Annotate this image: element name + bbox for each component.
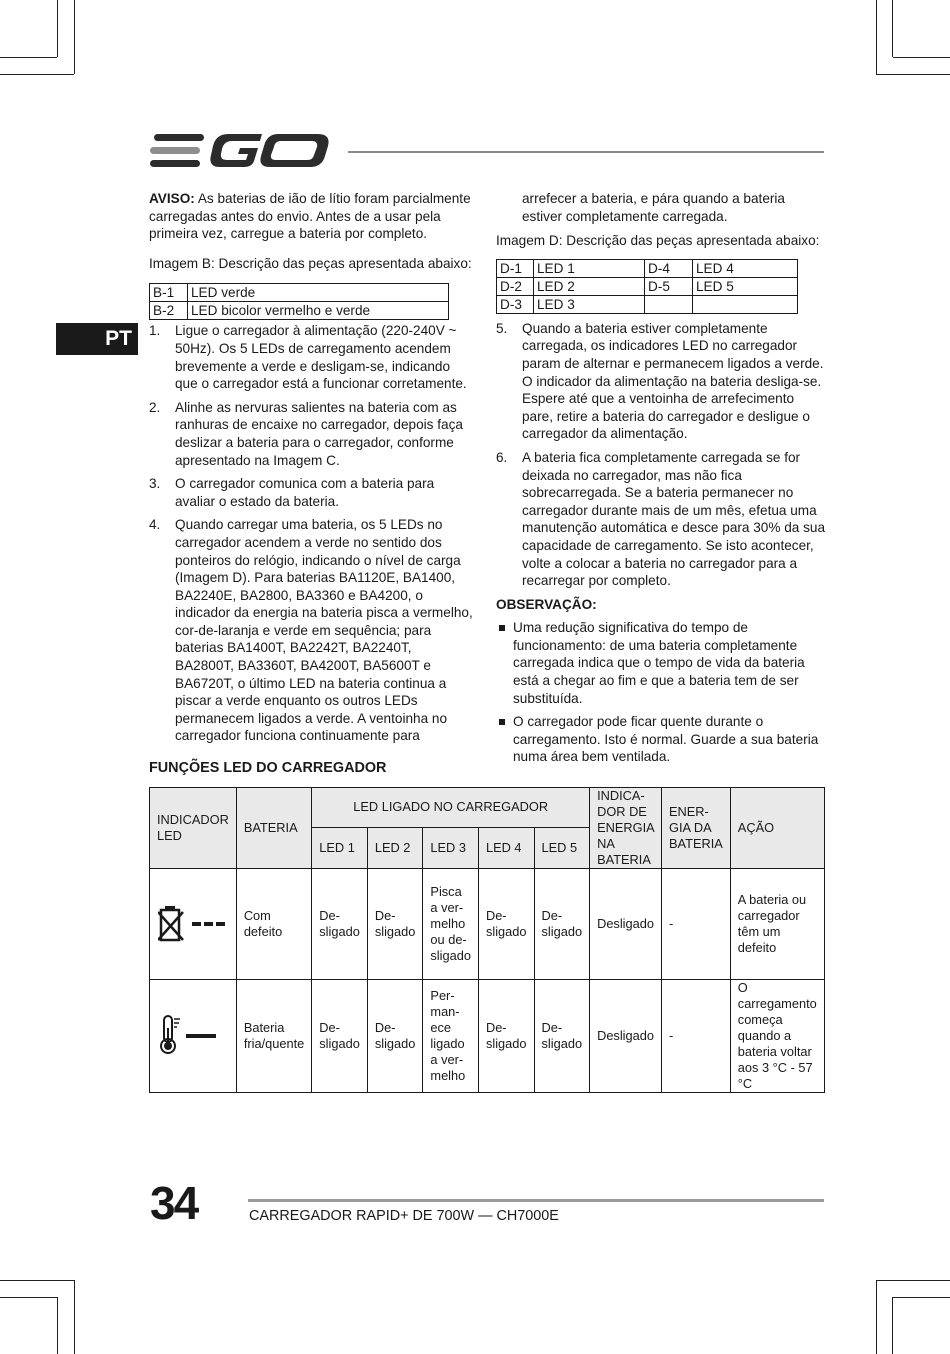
led4-cell: De-sligado [478, 869, 534, 980]
energy-indicator-cell: Desligado [590, 869, 662, 980]
parts-table-d [496, 259, 798, 314]
header-led1: LED 1 [312, 827, 368, 868]
led4-cell: De-sligado [478, 980, 534, 1093]
crop-mark [57, 1297, 58, 1354]
led2-cell: De-sligado [367, 869, 423, 980]
led3-cell: Pisca a ver-melho ou de-sligado [423, 869, 479, 980]
right-column [496, 190, 826, 766]
header-leds-on: LED LIGADO NO CARREGADOR [312, 788, 590, 828]
step-text: Alinhe as nervuras salientes na bateria com as ranhuras de encaixe no carregador, depois faça deslizar a bateria para o carregador, conforme apresentado na Imagem C. [175, 399, 463, 468]
warning-text: As baterias de ião de lítio foram parcialmente carregadas antes do envio. Antes de a usar pela primeira vez, carregue a bateria por completo. [149, 191, 471, 242]
step-number: 4. [149, 517, 161, 533]
crop-mark [876, 74, 950, 75]
notes-list [496, 619, 826, 766]
step-text: A bateria fica completamente carregada se for deixada no carregador, mas não fica sobrecarregada. Se a bateria permanecer no carregador durante mais de um mês, efetua uma manutenção automática e desce para 30% da sua capacidade de carregamento. Se isto acontecer, volte a colocar a bateria no carregador para a recarregar por completo. [522, 449, 826, 589]
step-number: 2. [149, 399, 161, 415]
table-row [150, 980, 825, 1093]
part-code: D-3 [497, 295, 534, 313]
header-led3: LED 3 [423, 827, 479, 868]
header-battery-energy: ENER-GIA DA BATERIA [662, 788, 731, 869]
part-code: D-2 [497, 277, 534, 295]
led1-cell: De-sligado [312, 980, 368, 1093]
step-number: 6. [496, 449, 508, 465]
led2-cell: De-sligado [367, 980, 423, 1093]
crop-mark [57, 0, 58, 57]
steps-list [149, 322, 473, 745]
section-title: FUNÇÕES LED DO CARREGADOR [149, 760, 387, 776]
part-code: B-1 [150, 284, 188, 302]
crop-mark [893, 57, 950, 58]
crop-mark [0, 1280, 74, 1281]
header-energy-indicator: INDICA-DOR DE ENERGIA NA BATERIA [590, 788, 662, 869]
footer-title: CARREGADOR RAPID+ DE 700W — CH7000E [249, 1208, 559, 1224]
list-item [149, 475, 473, 510]
header-battery: BATERIA [236, 788, 311, 869]
header-led5: LED 5 [534, 827, 590, 868]
led5-cell: De-sligado [534, 980, 590, 1093]
part-code [645, 295, 693, 313]
list-item [149, 516, 473, 745]
steps-list [496, 320, 826, 590]
header-indicator: INDICADOR LED [150, 788, 237, 869]
crop-mark [892, 1297, 893, 1354]
part-label: LED 4 [693, 259, 798, 277]
battery-energy-cell: - [662, 869, 731, 980]
indicator-cell [150, 869, 237, 980]
thermometer-icon [158, 1014, 228, 1054]
step-text: Quando carregar uma bateria, os 5 LEDs no carregador acendem a verde no sentido dos ponteiros do relógio, indicando o nível de carga (Imagem D). Para baterias BA1120E, BA1400, BA2240E, BA2800, BA3360 e BA4200, o indicador da energia na bateria pisca a vermelho, cor-de-laranja e verde em sequência; para baterias BA1400T, BA2242T, BA2240T, BA2800T, BA3360T, BA4200T, BA5600T e BA6720T, o último LED na bateria continua a piscar a verde enquanto os outros LEDs permanecem ligados a verde. A ventoinha no carregador funciona continuamente para [175, 517, 473, 744]
crop-mark [893, 1297, 950, 1298]
battery-cell: Bateria fria/quente [236, 980, 311, 1093]
crop-mark [74, 0, 75, 74]
header-rule [348, 151, 824, 153]
part-label: LED bicolor vermelho e verde [188, 302, 449, 320]
continuation-text: arrefecer a bateria, e pára quando a bateria estiver completamente carregada. [522, 191, 785, 224]
led-functions-table [149, 787, 825, 1093]
part-code: D-4 [645, 259, 693, 277]
led3-cell: Per-man-ece ligado a ver-melho [423, 980, 479, 1093]
battery-energy-cell: - [662, 980, 731, 1093]
part-label: LED 2 [534, 277, 645, 295]
table-row [497, 295, 798, 313]
part-label: LED 1 [534, 259, 645, 277]
step-text: O carregador comunica com a bateria para avaliar o estado da bateria. [175, 476, 435, 509]
crop-mark [0, 74, 74, 75]
crop-mark [0, 1297, 57, 1298]
part-code: D-1 [497, 259, 534, 277]
part-label: LED 3 [534, 295, 645, 313]
step-number: 1. [149, 323, 161, 339]
crop-mark [876, 0, 877, 74]
step-text: Quando a bateria estiver completamente carregada, os indicadores LED no carregador param de alternar e permanecem ligados a verde. O indicador da alimentação na bateria desliga-se. Espere até que a ventoinha de arrefecimento pare, retire a bateria do carregador e desligue o carregador da alimentação. [522, 320, 824, 442]
warning-paragraph [149, 190, 473, 243]
list-item [149, 322, 473, 392]
header-led4: LED 4 [478, 827, 534, 868]
footer-rule [248, 1199, 824, 1202]
list-item [496, 449, 826, 590]
warning-label: AVISO: [149, 191, 195, 206]
table-row [497, 259, 798, 277]
indicator-cell [150, 980, 237, 1093]
crop-mark [892, 0, 893, 57]
part-label: LED 5 [693, 277, 798, 295]
left-column [149, 190, 473, 745]
crop-mark [0, 57, 57, 58]
bullet-icon [499, 719, 505, 725]
faulty-battery-icon [158, 902, 228, 942]
parts-table-b [149, 283, 449, 320]
language-tab: PT [56, 323, 138, 355]
note-label: OBSERVAÇÃO: [496, 596, 597, 612]
image-b-caption: Imagem B: Descrição das peças apresentada abaixo: [149, 255, 472, 271]
step-number: 5. [496, 320, 508, 336]
table-row [150, 284, 449, 302]
ego-logo [150, 130, 332, 172]
table-row [150, 869, 825, 980]
list-item [496, 713, 826, 766]
led5-cell: De-sligado [534, 869, 590, 980]
table-header-row [150, 788, 825, 828]
header-led2: LED 2 [367, 827, 423, 868]
note-text: O carregador pode ficar quente durante o carregamento. Isto é normal. Guarde a sua bateria numa área bem ventilada. [513, 714, 819, 765]
crop-mark [876, 1280, 877, 1354]
bullet-icon [499, 625, 505, 631]
table-row [150, 302, 449, 320]
note-text: Uma redução significativa do tempo de funcionamento: de uma bateria completamente carregada indica que o tempo de vida da bateria está a chegar ao fim e que a bateria tem de ser substituída. [513, 620, 805, 706]
battery-cell: Com defeito [236, 869, 311, 980]
step-text: Ligue o carregador à alimentação (220-240V ~ 50Hz). Os 5 LEDs de carregamento acendem brevemente a verde e desligam-se, indicando que o carregador está a funcionar corretamente. [175, 323, 467, 392]
part-label: LED verde [188, 284, 449, 302]
header-action: AÇÃO [730, 788, 824, 869]
action-cell: A bateria ou carregador têm um defeito [730, 869, 824, 980]
table-row [497, 277, 798, 295]
image-d-caption: Imagem D: Descrição das peças apresentada abaixo: [496, 233, 820, 249]
step-number: 3. [149, 476, 161, 492]
crop-mark [74, 1280, 75, 1354]
part-code: B-2 [150, 302, 188, 320]
page-number: 34 [150, 1177, 198, 1229]
action-cell: O carregamento começa quando a bateria voltar aos 3 °C - 57 °C [730, 980, 824, 1093]
list-item [496, 619, 826, 707]
part-code: D-5 [645, 277, 693, 295]
led1-cell: De-sligado [312, 869, 368, 980]
list-item [496, 320, 826, 443]
list-item [149, 399, 473, 469]
energy-indicator-cell: Desligado [590, 980, 662, 1093]
crop-mark [876, 1280, 950, 1281]
part-label [693, 295, 798, 313]
